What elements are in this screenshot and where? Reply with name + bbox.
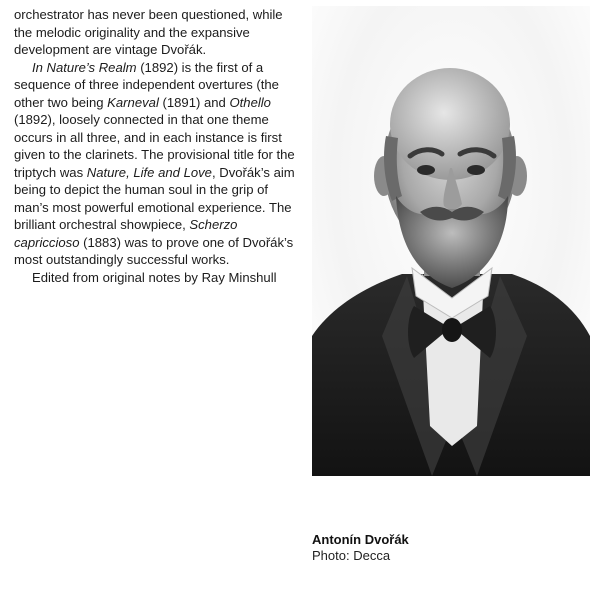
title-karneval: Karneval [107, 94, 159, 110]
paragraph-2-text: (1883) was to prove one of Dvořák’s most outstandingly successful works. [14, 234, 294, 267]
caption-name: Antonín Dvořák [312, 532, 409, 547]
notes-credit: Edited from original notes by Ray Minshull [32, 269, 277, 285]
bow-tie-knot [442, 318, 462, 342]
photo-bottom-margin [312, 476, 590, 506]
title-nature-life-love: Nature, Life and Love [86, 164, 212, 180]
portrait-illustration [312, 6, 590, 506]
caption-photo-credit: Photo: Decca [312, 548, 391, 563]
photo-caption [312, 532, 409, 564]
right-eye [467, 165, 485, 175]
portrait-photo [312, 6, 590, 506]
liner-notes-text [14, 6, 304, 286]
title-in-natures-realm: In Nature’s Realm [32, 59, 137, 75]
paragraph-2-text: (1892) is the first of a sequence of three independent overtures (the other two being [14, 59, 279, 110]
title-scherzo-capriccioso: Scherzo capriccioso [14, 217, 238, 250]
paragraph-2-text: (1892), loosely connected in that one theme occurs in all three, and in each instance is first given to the clarinets. The provisional title for the triptych was [14, 112, 295, 180]
paragraph-2-text: (1891) and [158, 94, 230, 110]
paragraph-1: orchestrator has never been questioned, while the melodic originality and the expansive development are vintage Dvořák. [14, 7, 283, 57]
title-othello: Othello [229, 94, 271, 110]
paragraph-2 [14, 59, 304, 269]
forehead [390, 68, 510, 180]
left-eye [417, 165, 435, 175]
paragraph-2-text: , Dvořák’s aim being to depict the human soul in the grip of man’s most powerful emotional experience. The brilliant orchestral showpiece, [14, 164, 295, 232]
